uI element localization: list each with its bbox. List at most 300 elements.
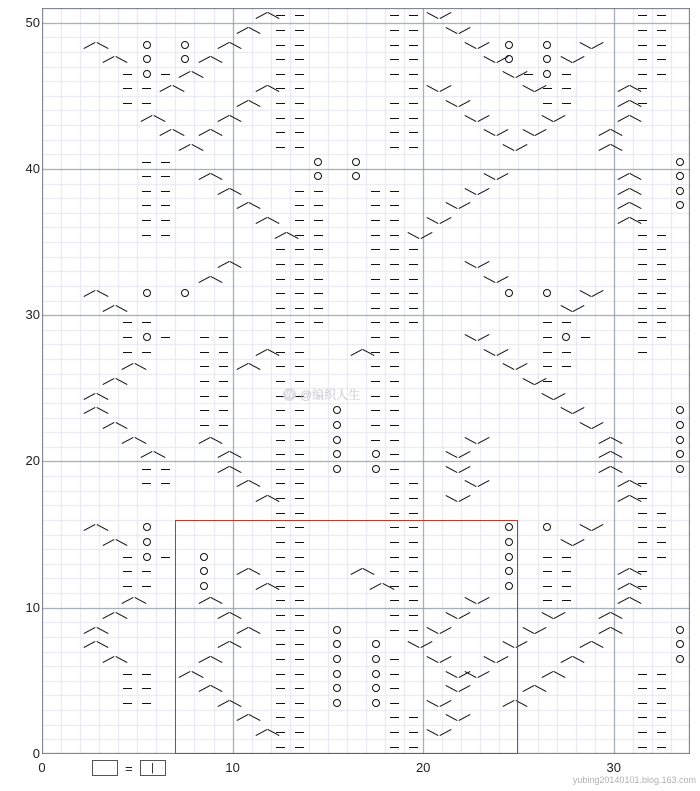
purl-dash-symbol (314, 279, 323, 280)
left-decrease-symbol (350, 568, 362, 575)
decrease-cross-stroke (611, 612, 623, 619)
decrease-cross-stroke (115, 539, 127, 546)
left-decrease-symbol (255, 85, 267, 92)
purl-dash-symbol (390, 15, 399, 16)
yarn-over-circle-symbol (352, 158, 360, 166)
decrease-cross-stroke (458, 27, 470, 34)
left-decrease-symbol (217, 700, 229, 707)
purl-dash-symbol (657, 293, 666, 294)
purl-dash-symbol (295, 630, 304, 631)
purl-dash-symbol (276, 88, 285, 89)
left-decrease-symbol (255, 12, 267, 19)
purl-dash-symbol (390, 308, 399, 309)
purl-dash-symbol (409, 322, 418, 323)
yarn-over-circle-symbol (562, 333, 570, 341)
left-decrease-symbol (503, 700, 515, 707)
right-decrease-symbol (503, 363, 515, 370)
right-decrease-symbol (446, 495, 458, 502)
purl-dash-symbol (276, 425, 285, 426)
yarn-over-circle-symbol (143, 333, 151, 341)
purl-dash-symbol (295, 30, 304, 31)
yarn-over-circle-symbol (333, 640, 341, 648)
purl-dash-symbol (390, 235, 399, 236)
purl-dash-symbol (638, 352, 647, 353)
purl-dash-symbol (295, 88, 304, 89)
purl-dash-symbol (276, 483, 285, 484)
purl-dash-symbol (142, 162, 151, 163)
purl-dash-symbol (657, 542, 666, 543)
decrease-cross-stroke (592, 641, 604, 648)
yarn-over-circle-symbol (676, 655, 684, 663)
purl-dash-symbol (200, 337, 209, 338)
right-decrease-symbol (560, 407, 572, 414)
purl-dash-symbol (295, 513, 304, 514)
purl-dash-symbol (638, 15, 647, 16)
decrease-cross-stroke (630, 597, 642, 604)
purl-dash-symbol (390, 659, 399, 660)
purl-dash-symbol (543, 322, 552, 323)
purl-dash-symbol (390, 717, 399, 718)
right-decrease-symbol (484, 276, 496, 283)
purl-dash-symbol (295, 308, 304, 309)
purl-dash-symbol (543, 381, 552, 382)
decrease-cross-stroke (115, 305, 127, 312)
left-decrease-symbol (598, 451, 610, 458)
purl-dash-symbol (371, 352, 380, 353)
decrease-cross-stroke (115, 656, 127, 663)
right-decrease-symbol (579, 290, 591, 297)
purl-dash-symbol (638, 571, 647, 572)
left-decrease-symbol (160, 129, 172, 136)
decrease-cross-stroke (439, 656, 451, 663)
decrease-cross-stroke (496, 173, 508, 180)
decrease-cross-stroke (554, 671, 566, 678)
purl-dash-symbol (142, 703, 151, 704)
purl-dash-symbol (371, 366, 380, 367)
purl-dash-symbol (409, 264, 418, 265)
right-decrease-symbol (446, 202, 458, 209)
decrease-cross-stroke (535, 685, 547, 692)
decrease-cross-stroke (515, 700, 527, 707)
left-decrease-symbol (179, 71, 191, 78)
purl-dash-symbol (371, 279, 380, 280)
decrease-cross-stroke (535, 627, 547, 634)
purl-dash-symbol (638, 322, 647, 323)
purl-dash-symbol (390, 483, 399, 484)
y-axis-tick-label: 30 (25, 307, 40, 323)
purl-dash-symbol (161, 162, 170, 163)
purl-dash-symbol (390, 410, 399, 411)
purl-dash-symbol (295, 527, 304, 528)
decrease-cross-stroke (420, 232, 432, 239)
purl-dash-symbol (295, 498, 304, 499)
purl-dash-symbol (390, 381, 399, 382)
purl-dash-symbol (371, 220, 380, 221)
left-decrease-symbol (255, 349, 267, 356)
legend-equals: = (125, 760, 133, 776)
purl-dash-symbol (409, 59, 418, 60)
right-decrease-symbol (446, 612, 458, 619)
yarn-over-circle-symbol (143, 70, 151, 78)
purl-dash-symbol (295, 410, 304, 411)
purl-dash-symbol (200, 410, 209, 411)
decrease-cross-stroke (554, 612, 566, 619)
decrease-cross-stroke (630, 188, 642, 195)
purl-dash-symbol (200, 425, 209, 426)
right-decrease-symbol (522, 85, 534, 92)
yarn-over-circle-symbol (314, 172, 322, 180)
yarn-over-circle-symbol (676, 158, 684, 166)
right-decrease-symbol (446, 27, 458, 34)
purl-dash-symbol (219, 396, 228, 397)
decrease-cross-stroke (115, 378, 127, 385)
purl-dash-symbol (390, 747, 399, 748)
purl-dash-symbol (276, 747, 285, 748)
legend (92, 760, 166, 776)
yarn-over-circle-symbol (200, 553, 208, 561)
right-decrease-symbol (541, 612, 553, 619)
purl-dash-symbol (276, 59, 285, 60)
yarn-over-circle-symbol (333, 670, 341, 678)
yarn-over-circle-symbol (372, 684, 380, 692)
yarn-over-circle-symbol (505, 289, 513, 297)
decrease-cross-stroke (477, 42, 489, 49)
decrease-cross-stroke (230, 612, 242, 619)
purl-dash-symbol (657, 688, 666, 689)
left-decrease-symbol (617, 597, 629, 604)
purl-dash-symbol (142, 235, 151, 236)
purl-dash-symbol (295, 322, 304, 323)
yarn-over-circle-symbol (352, 172, 360, 180)
purl-dash-symbol (276, 103, 285, 104)
purl-dash-symbol (390, 440, 399, 441)
purl-dash-symbol (295, 74, 304, 75)
decrease-cross-stroke (439, 627, 451, 634)
yarn-over-circle-symbol (200, 567, 208, 575)
purl-dash-symbol (295, 132, 304, 133)
purl-dash-symbol (200, 352, 209, 353)
purl-dash-symbol (409, 132, 418, 133)
purl-dash-symbol (371, 440, 380, 441)
decrease-cross-stroke (96, 393, 108, 400)
purl-dash-symbol (543, 352, 552, 353)
decrease-cross-stroke (515, 144, 527, 151)
decrease-cross-stroke (458, 495, 470, 502)
purl-dash-symbol (638, 527, 647, 528)
purl-dash-symbol (123, 571, 132, 572)
purl-dash-symbol (295, 615, 304, 616)
purl-dash-symbol (276, 542, 285, 543)
purl-dash-symbol (390, 498, 399, 499)
purl-dash-symbol (276, 557, 285, 558)
yarn-over-circle-symbol (143, 538, 151, 546)
purl-dash-symbol (295, 703, 304, 704)
decrease-cross-stroke (535, 129, 547, 136)
purl-dash-symbol (161, 176, 170, 177)
purl-dash-symbol (142, 586, 151, 587)
left-decrease-symbol (122, 363, 134, 370)
decrease-cross-stroke (363, 568, 375, 575)
purl-dash-symbol (657, 279, 666, 280)
purl-dash-symbol (295, 103, 304, 104)
purl-dash-symbol (638, 30, 647, 31)
purl-dash-symbol (295, 59, 304, 60)
decrease-cross-stroke (458, 685, 470, 692)
purl-dash-symbol (409, 747, 418, 748)
yarn-over-circle-symbol (543, 41, 551, 49)
purl-dash-symbol (219, 366, 228, 367)
purl-dash-symbol (276, 30, 285, 31)
decrease-cross-stroke (611, 129, 623, 136)
purl-dash-symbol (161, 337, 170, 338)
purl-dash-symbol (409, 88, 418, 89)
purl-dash-symbol (638, 59, 647, 60)
purl-dash-symbol (161, 74, 170, 75)
purl-dash-symbol (638, 103, 647, 104)
purl-dash-symbol (390, 132, 399, 133)
right-decrease-symbol (465, 437, 477, 444)
left-decrease-symbol (198, 437, 210, 444)
purl-dash-symbol (390, 147, 399, 148)
purl-dash-symbol (409, 118, 418, 119)
purl-dash-symbol (314, 249, 323, 250)
yarn-over-circle-symbol (333, 465, 341, 473)
purl-dash-symbol (123, 337, 132, 338)
left-decrease-symbol (198, 173, 210, 180)
purl-dash-symbol (276, 498, 285, 499)
decrease-cross-stroke (420, 641, 432, 648)
right-decrease-symbol (522, 129, 534, 136)
right-decrease-symbol (446, 451, 458, 458)
left-decrease-symbol (598, 129, 610, 136)
decrease-cross-stroke (515, 363, 527, 370)
purl-dash-symbol (276, 322, 285, 323)
decrease-cross-stroke (96, 42, 108, 49)
purl-dash-symbol (638, 293, 647, 294)
purl-dash-symbol (409, 15, 418, 16)
yarn-over-circle-symbol (505, 582, 513, 590)
right-decrease-symbol (446, 671, 458, 678)
purl-dash-symbol (409, 630, 418, 631)
left-decrease-symbol (236, 714, 248, 721)
purl-dash-symbol (390, 74, 399, 75)
decrease-cross-stroke (134, 363, 146, 370)
purl-dash-symbol (314, 308, 323, 309)
decrease-cross-stroke (592, 422, 604, 429)
decrease-cross-stroke (630, 115, 642, 122)
purl-dash-symbol (371, 293, 380, 294)
purl-dash-symbol (409, 600, 418, 601)
purl-dash-symbol (276, 600, 285, 601)
left-decrease-symbol (274, 232, 286, 239)
purl-dash-symbol (657, 674, 666, 675)
x-axis-tick-label: 10 (225, 760, 240, 775)
decrease-cross-stroke (592, 42, 604, 49)
decrease-cross-stroke (191, 671, 203, 678)
left-decrease-symbol (103, 656, 115, 663)
purl-dash-symbol (295, 249, 304, 250)
purl-dash-symbol (314, 191, 323, 192)
decrease-cross-stroke (211, 437, 223, 444)
purl-dash-symbol (276, 586, 285, 587)
purl-dash-symbol (390, 30, 399, 31)
purl-dash-symbol (276, 74, 285, 75)
yarn-over-circle-symbol (372, 655, 380, 663)
purl-dash-symbol (142, 688, 151, 689)
right-decrease-symbol (465, 115, 477, 122)
left-decrease-symbol (236, 27, 248, 34)
purl-dash-symbol (295, 15, 304, 16)
yarn-over-circle-symbol (543, 55, 551, 63)
decrease-cross-stroke (249, 568, 261, 575)
yarn-over-circle-symbol (676, 450, 684, 458)
purl-dash-symbol (161, 235, 170, 236)
purl-dash-symbol (543, 337, 552, 338)
yarn-over-circle-symbol (505, 41, 513, 49)
left-decrease-symbol (103, 422, 115, 429)
decrease-cross-stroke (115, 612, 127, 619)
left-decrease-symbol (617, 217, 629, 224)
left-decrease-symbol (236, 627, 248, 634)
yarn-over-circle-symbol (676, 201, 684, 209)
purl-dash-symbol (390, 45, 399, 46)
yarn-over-circle-symbol (200, 582, 208, 590)
purl-dash-symbol (276, 732, 285, 733)
left-decrease-symbol (370, 583, 382, 590)
decrease-cross-stroke (439, 217, 451, 224)
right-decrease-symbol (541, 393, 553, 400)
purl-dash-symbol (638, 586, 647, 587)
purl-dash-symbol (276, 381, 285, 382)
decrease-cross-stroke (458, 714, 470, 721)
left-decrease-symbol (217, 115, 229, 122)
right-decrease-symbol (465, 480, 477, 487)
purl-dash-symbol (219, 410, 228, 411)
purl-dash-symbol (409, 527, 418, 528)
legend-knit-glyph: | (151, 762, 155, 774)
purl-dash-symbol (123, 688, 132, 689)
purl-dash-symbol (638, 220, 647, 221)
purl-dash-symbol (562, 557, 571, 558)
purl-dash-symbol (390, 674, 399, 675)
purl-dash-symbol (276, 366, 285, 367)
purl-dash-symbol (142, 191, 151, 192)
left-decrease-symbol (579, 641, 591, 648)
purl-dash-symbol (295, 586, 304, 587)
purl-dash-symbol (638, 45, 647, 46)
right-decrease-symbol (579, 524, 591, 531)
purl-dash-symbol (142, 220, 151, 221)
right-decrease-symbol (484, 129, 496, 136)
purl-dash-symbol (638, 308, 647, 309)
purl-dash-symbol (142, 205, 151, 206)
purl-dash-symbol (295, 381, 304, 382)
purl-dash-symbol (142, 352, 151, 353)
decrease-cross-stroke (230, 466, 242, 473)
left-decrease-symbol (255, 217, 267, 224)
purl-dash-symbol (295, 674, 304, 675)
purl-dash-symbol (390, 205, 399, 206)
purl-dash-symbol (657, 747, 666, 748)
purl-dash-symbol (638, 747, 647, 748)
purl-dash-symbol (219, 381, 228, 382)
purl-dash-symbol (409, 45, 418, 46)
right-decrease-symbol (427, 12, 439, 19)
purl-dash-symbol (142, 571, 151, 572)
decrease-cross-stroke (153, 451, 165, 458)
decrease-cross-stroke (230, 42, 242, 49)
purl-dash-symbol (276, 703, 285, 704)
decrease-cross-stroke (230, 641, 242, 648)
right-decrease-symbol (427, 656, 439, 663)
left-decrease-symbol (103, 56, 115, 63)
purl-dash-symbol (657, 264, 666, 265)
left-decrease-symbol (617, 202, 629, 209)
left-decrease-symbol (179, 671, 191, 678)
right-decrease-symbol (427, 627, 439, 634)
purl-dash-symbol (657, 235, 666, 236)
left-decrease-symbol (103, 305, 115, 312)
purl-dash-symbol (276, 688, 285, 689)
decrease-cross-stroke (458, 612, 470, 619)
purl-dash-symbol (543, 366, 552, 367)
yarn-over-circle-symbol (676, 436, 684, 444)
purl-dash-symbol (276, 337, 285, 338)
decrease-cross-stroke (592, 524, 604, 531)
decrease-cross-stroke (573, 56, 585, 63)
purl-dash-symbol (276, 659, 285, 660)
left-decrease-symbol (617, 568, 629, 575)
purl-dash-symbol (657, 45, 666, 46)
left-decrease-symbol (617, 100, 629, 107)
yarn-over-circle-symbol (333, 450, 341, 458)
purl-dash-symbol (638, 88, 647, 89)
purl-dash-symbol (371, 322, 380, 323)
left-decrease-symbol (217, 641, 229, 648)
purl-dash-symbol (123, 103, 132, 104)
purl-dash-symbol (161, 205, 170, 206)
purl-dash-symbol (638, 674, 647, 675)
purl-dash-symbol (638, 513, 647, 514)
purl-dash-symbol (657, 557, 666, 558)
purl-dash-symbol (371, 381, 380, 382)
left-decrease-symbol (598, 466, 610, 473)
decrease-cross-stroke (477, 188, 489, 195)
decrease-cross-stroke (211, 656, 223, 663)
decrease-cross-stroke (573, 539, 585, 546)
purl-dash-symbol (543, 103, 552, 104)
decrease-cross-stroke (96, 627, 108, 634)
decrease-cross-stroke (592, 290, 604, 297)
purl-dash-symbol (390, 600, 399, 601)
purl-dash-symbol (123, 586, 132, 587)
purl-dash-symbol (409, 498, 418, 499)
left-decrease-symbol (84, 42, 96, 49)
right-decrease-symbol (465, 188, 477, 195)
y-axis-tick-label: 20 (25, 453, 40, 469)
purl-dash-symbol (390, 703, 399, 704)
purl-dash-symbol (314, 293, 323, 294)
purl-dash-symbol (295, 366, 304, 367)
purl-dash-symbol (657, 249, 666, 250)
left-decrease-symbol (236, 480, 248, 487)
left-decrease-symbol (122, 437, 134, 444)
decrease-cross-stroke (477, 480, 489, 487)
purl-dash-symbol (581, 337, 590, 338)
purl-dash-symbol (390, 191, 399, 192)
purl-dash-symbol (123, 352, 132, 353)
purl-dash-symbol (276, 717, 285, 718)
